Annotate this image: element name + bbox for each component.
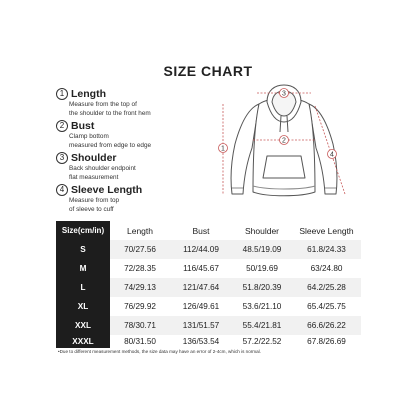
table-cell: 126/49.61: [182, 302, 220, 311]
legend-number: 3: [56, 152, 68, 164]
legend-item-sleeve-length: [56, 184, 206, 215]
legend-number: 4: [56, 184, 68, 196]
legend-description: Measure from the top of: [69, 101, 137, 108]
table-cell: 112/44.09: [170, 240, 232, 259]
table-row: [56, 278, 361, 297]
legend-name: Sleeve Length: [71, 184, 143, 196]
table-cell: 53.6/21.10: [242, 302, 282, 311]
legend-item-shoulder: [56, 152, 206, 183]
table-header-row: [56, 221, 361, 240]
legend-description: measured from edge to edge: [69, 141, 152, 149]
legend-item-bust: [56, 120, 206, 151]
size-chart-title: SIZE CHART: [163, 63, 253, 79]
table-cell: 64.2/25.28: [292, 278, 361, 297]
marker-bust-icon: [280, 136, 289, 145]
table-row: [56, 335, 361, 348]
legend-number: 2: [56, 120, 68, 132]
table-row: [56, 316, 361, 335]
table-cell: 61.8/24.33: [292, 240, 361, 259]
legend-name: Length: [71, 88, 106, 100]
table-cell: 116/45.67: [183, 264, 219, 273]
marker-length-icon: [219, 144, 228, 153]
table-cell: 57.2/22.52: [242, 337, 282, 346]
table-cell: 80/31.50: [124, 337, 156, 346]
legend-item-length: [56, 88, 206, 119]
marker-sleeve-icon: [328, 150, 337, 159]
table-cell: 78/30.71: [110, 316, 170, 335]
size-cell: XL: [56, 297, 110, 316]
hoodie-diagram: [205, 82, 365, 214]
size-cell: L: [56, 278, 110, 297]
table-row: [56, 259, 361, 278]
legend-number: 1: [56, 88, 68, 100]
table-cell: 50/19.69: [246, 264, 278, 273]
table-cell: 51.8/20.39: [232, 278, 292, 297]
legend-description: the shoulder to the front hem: [69, 109, 151, 117]
legend-description: of sleeve to cuff: [69, 205, 114, 213]
table-cell: 121/47.64: [170, 278, 232, 297]
table-cell: 74/29.13: [110, 278, 170, 297]
header-length: Length: [127, 225, 153, 236]
table-cell: 136/53.54: [182, 337, 220, 346]
header-sleeve-length: Sleeve Length: [299, 225, 354, 236]
marker-label: 3: [282, 90, 286, 98]
size-cell: S: [56, 240, 110, 259]
marker-label: 4: [330, 151, 334, 159]
header-size: Size(cm/in): [56, 221, 110, 240]
table-row: [56, 297, 361, 316]
marker-label: 2: [282, 137, 286, 145]
header-shoulder: Shoulder: [244, 225, 280, 236]
table-cell: 70/27.56: [110, 240, 170, 259]
table-cell: 63/24.80: [310, 264, 343, 273]
table-cell: 66.6/26.22: [292, 316, 361, 335]
table-cell: 67.8/26.69: [307, 337, 346, 346]
size-cell: XXL: [56, 316, 110, 335]
marker-shoulder-icon: [280, 89, 289, 98]
marker-label: 1: [221, 145, 225, 153]
legend-name: Bust: [71, 120, 95, 132]
table-cell: 48.5/19.09: [232, 240, 292, 259]
legend-name: Shoulder: [71, 152, 117, 164]
size-cell: XXXL: [56, 335, 110, 348]
table-cell: 55.4/21.81: [232, 316, 292, 335]
legend-description: Back shoulder endpoint: [69, 165, 136, 172]
measurement-note: •Due to different measurement methods, the size data may have an error of 2-4cm, which is normal.: [58, 349, 261, 354]
size-cell: M: [56, 259, 110, 278]
legend-description: flat measurement: [69, 173, 119, 181]
table-cell: 76/29.92: [124, 302, 156, 311]
table-cell: 72/28.35: [124, 264, 156, 273]
legend-description: Clamp bottom: [69, 133, 109, 140]
table-row: [56, 240, 361, 259]
table-cell: 131/51.57: [170, 316, 232, 335]
legend-description: Measure from top: [69, 197, 120, 204]
header-bust: Bust: [192, 225, 210, 236]
size-table: [56, 221, 361, 345]
table-cell: 65.4/25.75: [307, 302, 346, 311]
